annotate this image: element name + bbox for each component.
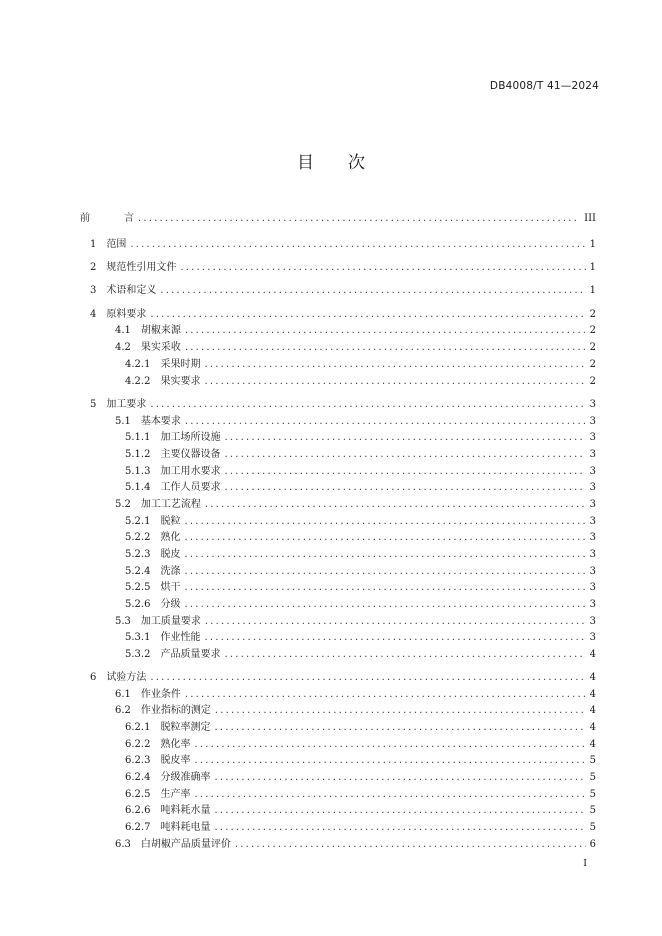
toc-leader-dots — [204, 374, 585, 390]
toc-entry-page: 3 — [589, 532, 596, 543]
toc-entry-number: 5.2.5 — [125, 582, 151, 593]
toc-entry[interactable] — [125, 480, 596, 496]
toc-entry[interactable] — [115, 340, 596, 356]
toc-entry[interactable] — [125, 753, 596, 769]
toc-entry-page: 2 — [589, 359, 596, 370]
toc-entry-label: 加工工艺流程 — [140, 499, 201, 510]
toc-entry-label: 脱皮率 — [160, 755, 191, 766]
toc-entry-number: 5.3.2 — [125, 649, 151, 660]
toc-entry-number: 4.2 — [115, 342, 131, 353]
toc-entry-number: 5.2.6 — [125, 599, 151, 610]
toc-entry[interactable] — [125, 580, 596, 596]
toc-entry-label: 产品质量要求 — [160, 649, 221, 660]
toc-entry[interactable] — [125, 597, 596, 613]
toc-entry-label: 熟化 — [160, 532, 181, 543]
toc-entry-label: 基本要求 — [140, 416, 181, 427]
toc-leader-dots — [214, 820, 585, 836]
toc-entry-number: 5.2.2 — [125, 532, 151, 543]
toc-entry-number: 4 — [90, 309, 97, 320]
toc-leader-dots — [205, 497, 586, 513]
toc-entry-number: 6.2.5 — [125, 789, 151, 800]
toc-entry-number: 5.3.1 — [125, 632, 151, 643]
toc-entry-label: 作业条件 — [140, 689, 181, 700]
toc-leader-dots — [184, 547, 585, 563]
toc-entry[interactable] — [115, 497, 596, 513]
toc-entry[interactable] — [125, 803, 596, 819]
toc-entry-page: 1 — [589, 285, 596, 296]
toc-entry[interactable] — [115, 687, 596, 703]
toc-entry-number: 6.2.4 — [125, 772, 151, 783]
toc-entry-label: 分级 — [160, 599, 181, 610]
toc-entry-page: 3 — [589, 599, 596, 610]
toc-entry-label: 吨料耗水量 — [160, 805, 211, 816]
toc-entry[interactable] — [125, 530, 596, 546]
toc-entry-number: 4.2.1 — [125, 359, 151, 370]
toc-entry[interactable] — [125, 630, 596, 646]
toc-entry-number: 5.1 — [115, 416, 131, 427]
toc-entry[interactable] — [125, 430, 596, 446]
toc-entry-page: 3 — [589, 482, 596, 493]
toc-leader-dots — [214, 720, 585, 736]
toc-entry[interactable] — [90, 260, 596, 276]
doc-code: DB4008/T 41—2024 — [489, 80, 599, 92]
toc-leader-dots — [194, 753, 585, 769]
toc-entry-label: 加工用水要求 — [160, 466, 221, 477]
toc-leader-dots — [224, 447, 585, 463]
toc-entry[interactable] — [115, 614, 596, 630]
toc-entry[interactable] — [90, 307, 596, 323]
toc-entry-label: 原料要求 — [106, 309, 147, 320]
toc-entry-page: 3 — [589, 632, 596, 643]
toc-entry-label: 工作人员要求 — [160, 482, 221, 493]
toc-entry[interactable] — [90, 283, 596, 299]
toc-entry-label: 生产率 — [160, 789, 191, 800]
toc-entry-number: 6.2.1 — [125, 722, 151, 733]
toc-entry-label: 果实采收 — [140, 342, 181, 353]
toc-entry-page: 3 — [589, 432, 596, 443]
toc-entry-label: 规范性引用文件 — [106, 262, 177, 273]
toc-entry-page: 3 — [589, 499, 596, 510]
toc-entry-label: 果实要求 — [160, 376, 201, 387]
toc-leader-dots — [224, 647, 585, 663]
toc-leader-dots — [205, 614, 586, 630]
toc-entry-page: 2 — [589, 309, 596, 320]
toc-entry[interactable] — [125, 770, 596, 786]
toc-entry[interactable] — [90, 670, 596, 686]
toc-leader-dots — [214, 770, 585, 786]
toc-entry-page: 5 — [589, 822, 596, 833]
toc-entry[interactable] — [115, 414, 596, 430]
toc-entry-label: 作业指标的测定 — [140, 705, 211, 716]
toc-entry-label: 胡椒来源 — [140, 325, 181, 336]
toc-entry-label: 脱皮 — [160, 549, 181, 560]
toc-leader-dots — [194, 787, 585, 803]
toc-leader-dots — [204, 357, 585, 373]
toc-entry-page: 2 — [589, 376, 596, 387]
toc-entry-number: 前 — [80, 213, 90, 224]
toc-leader-dots — [194, 737, 585, 753]
toc-entry-page: 1 — [589, 262, 596, 273]
toc-leader-dots — [184, 564, 585, 580]
toc-leader-dots — [150, 397, 585, 413]
toc-leader-dots — [185, 687, 586, 703]
toc-entry-number: 6.3 — [115, 839, 131, 850]
toc-entry-page: 5 — [589, 755, 596, 766]
toc-entry-page: 3 — [589, 616, 596, 627]
toc-leader-dots — [184, 514, 585, 530]
toc-entry-label: 范围 — [106, 239, 127, 250]
toc-entry-page: III — [584, 213, 596, 224]
toc-entry[interactable] — [125, 720, 596, 736]
toc-leader-dots — [150, 307, 585, 323]
toc-leader-dots — [224, 430, 585, 446]
toc-entry[interactable] — [125, 564, 596, 580]
toc-entry-label: 白胡椒产品质量评价 — [140, 839, 231, 850]
toc-entry[interactable] — [125, 464, 596, 480]
toc-entry-label: 吨料耗电量 — [160, 822, 211, 833]
toc-entry-label: 主要仪器设备 — [160, 449, 221, 460]
toc-entry[interactable] — [125, 737, 596, 753]
toc-entry[interactable] — [80, 211, 596, 227]
toc-entry-number: 6.2.2 — [125, 739, 151, 750]
toc-entry-number: 5.2.4 — [125, 566, 151, 577]
toc-entry[interactable] — [125, 820, 596, 836]
toc-leader-dots — [130, 237, 585, 253]
toc-entry-number: 2 — [90, 262, 97, 273]
toc-entry-number: 6.2.3 — [125, 755, 151, 766]
toc-entry-number: 5.1.1 — [125, 432, 151, 443]
toc-entry-page: 3 — [589, 516, 596, 527]
toc-entry[interactable] — [90, 397, 596, 413]
toc-entry-label: 分级准确率 — [160, 772, 211, 783]
toc-entry-label: 熟化率 — [160, 739, 191, 750]
toc-entry-page: 3 — [589, 549, 596, 560]
toc-entry[interactable] — [125, 357, 596, 373]
toc-entry[interactable] — [125, 374, 596, 390]
toc-entry-label: 洗涤 — [160, 566, 181, 577]
toc-entry-page: 4 — [589, 689, 596, 700]
toc-entry-label: 脱粒 — [160, 516, 181, 527]
toc-entry-label: 试验方法 — [106, 672, 147, 683]
toc-entry-label: 术语和定义 — [106, 285, 157, 296]
toc-entry-page: 2 — [589, 342, 596, 353]
toc-entry-page: 4 — [589, 672, 596, 683]
toc-entry-page: 4 — [589, 722, 596, 733]
toc-entry-number: 1 — [90, 239, 97, 250]
toc-entry-page: 2 — [589, 325, 596, 336]
toc-entry-page: 3 — [589, 566, 596, 577]
toc-leader-dots — [138, 211, 580, 227]
toc-leader-dots — [224, 464, 585, 480]
toc-leader-dots — [180, 260, 585, 276]
toc-leader-dots — [150, 670, 585, 686]
toc-entry-page: 6 — [589, 839, 596, 850]
page-title: 目 次 — [297, 153, 365, 173]
toc-entry[interactable] — [125, 547, 596, 563]
toc-entry[interactable] — [125, 514, 596, 530]
toc-entry-label: 言 — [124, 213, 134, 224]
toc-entry-number: 5 — [90, 399, 97, 410]
toc-leader-dots — [185, 323, 586, 339]
toc-entry[interactable] — [90, 237, 596, 253]
toc-leader-dots — [160, 283, 585, 299]
toc-entry-page: 4 — [589, 705, 596, 716]
toc-entry-number: 5.2.3 — [125, 549, 151, 560]
toc-entry[interactable] — [125, 647, 596, 663]
toc-entry-number: 4.2.2 — [125, 376, 151, 387]
toc-leader-dots — [214, 803, 585, 819]
toc-leader-dots — [184, 530, 585, 546]
toc-entry-label: 烘干 — [160, 582, 181, 593]
toc-entry[interactable] — [115, 837, 596, 853]
toc-entry-label: 采果时期 — [160, 359, 201, 370]
toc-entry-page: 4 — [589, 739, 596, 750]
toc-leader-dots — [184, 597, 585, 613]
toc-entry-page: 3 — [589, 582, 596, 593]
toc-leader-dots — [215, 703, 586, 719]
toc-entry[interactable] — [115, 323, 596, 339]
toc-entry-page: 1 — [589, 239, 596, 250]
toc-entry-label: 加工场所设施 — [160, 432, 221, 443]
toc-entry-label: 脱粒率测定 — [160, 722, 211, 733]
toc-entry-number: 3 — [90, 285, 97, 296]
toc-entry-page: 5 — [589, 772, 596, 783]
toc-entry-label: 加工质量要求 — [140, 616, 201, 627]
toc-leader-dots — [204, 630, 585, 646]
toc-entry[interactable] — [125, 447, 596, 463]
toc-entry-page: 3 — [589, 399, 596, 410]
toc-entry-number: 6.1 — [115, 689, 131, 700]
toc-entry-label: 加工要求 — [106, 399, 147, 410]
toc-entry-number: 6.2.6 — [125, 805, 151, 816]
toc-entry[interactable] — [125, 787, 596, 803]
toc-leader-dots — [184, 580, 585, 596]
toc-entry-number: 6.2.7 — [125, 822, 151, 833]
toc-entry-number: 5.2 — [115, 499, 131, 510]
toc-entry-page: 4 — [589, 649, 596, 660]
toc-entry-number: 5.1.4 — [125, 482, 151, 493]
toc-entry-page: 3 — [589, 416, 596, 427]
page-number: I — [583, 858, 587, 869]
toc-entry-number: 6 — [90, 672, 97, 683]
toc-entry[interactable] — [115, 703, 596, 719]
toc-leader-dots — [185, 414, 586, 430]
toc-entry-page: 3 — [589, 466, 596, 477]
toc-leader-dots — [224, 480, 585, 496]
toc-entry-label: 作业性能 — [160, 632, 201, 643]
toc-entry-page: 3 — [589, 449, 596, 460]
toc-entry-number: 5.1.3 — [125, 466, 151, 477]
toc-entry-number: 6.2 — [115, 705, 131, 716]
toc-entry-number: 5.1.2 — [125, 449, 151, 460]
toc-entry-number: 4.1 — [115, 325, 131, 336]
toc-entry-page: 5 — [589, 805, 596, 816]
toc-entry-page: 5 — [589, 789, 596, 800]
toc-leader-dots — [185, 340, 586, 356]
toc-entry-number: 5.3 — [115, 616, 131, 627]
toc-entry-number: 5.2.1 — [125, 516, 151, 527]
toc-leader-dots — [235, 837, 586, 853]
